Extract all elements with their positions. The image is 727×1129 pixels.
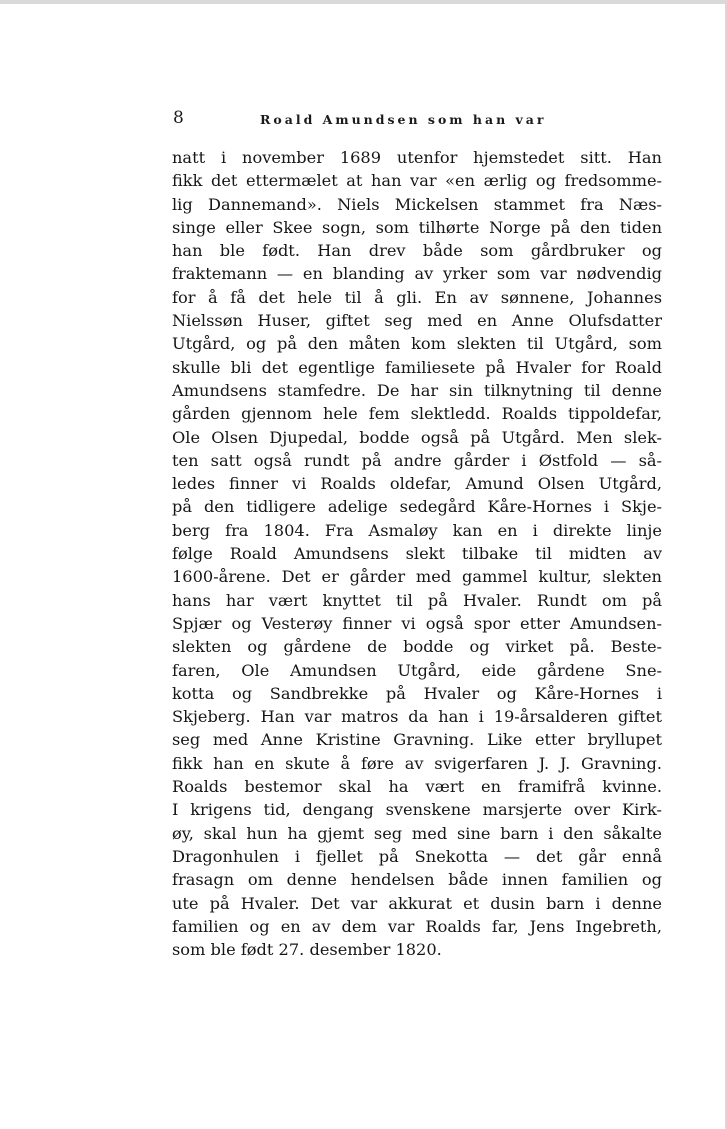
running-head — [173, 108, 653, 132]
running-title: Roald Amundsen som han var — [260, 112, 547, 127]
text-line: gården gjennom hele fem slektledd. Roalds tippoldefar, — [172, 404, 662, 424]
text-line: fikk det ettermælet at han var «en ærlig og fredsomme- — [172, 171, 662, 191]
text-line: Utgård, og på den måten kom slekten til Utgård, som — [172, 334, 662, 354]
text-line: hans har vært knyttet til på Hvaler. Rundt om på — [172, 590, 662, 610]
text-line: slekten og gårdene de bodde og virket på. Beste- — [172, 637, 662, 657]
text-line: fikk han en skute å føre av svigerfaren J. J. Gravning. — [172, 753, 662, 773]
text-line: natt i november 1689 utenfor hjemstedet sitt. Han — [172, 148, 662, 167]
text-line: ute på Hvaler. Det var akkurat et dusin barn i denne — [172, 893, 662, 913]
text-line: Ole Olsen Djupedal, bodde også på Utgård. Men slek- — [172, 427, 662, 447]
text-line: Nielssøn Huser, giftet seg med en Anne Olufsdatter — [172, 311, 662, 331]
text-line: Roalds bestemor skal ha vært en framifrå kvinne. — [172, 777, 662, 797]
text-line-last: som ble født 27. desember 1820. — [172, 940, 442, 960]
page-top-edge — [0, 0, 727, 4]
text-line: ten satt også rundt på andre gårder i Østfold — så- — [172, 450, 662, 470]
body-text — [172, 146, 662, 961]
text-line: fraktemann — en blanding av yrker som var nødvendig — [172, 264, 662, 284]
text-line: berg fra 1804. Fra Asmaløy kan en i direkte linje — [172, 520, 662, 540]
text-line: faren, Ole Amundsen Utgård, eide gårdene Sne- — [172, 660, 662, 680]
text-line: kotta og Sandbrekke på Hvaler og Kåre-Hornes i — [172, 683, 662, 703]
text-line: for å få det hele til å gli. En av sønnene, Johannes — [172, 287, 662, 307]
text-line: familien og en av dem var Roalds far, Jens Ingebreth, — [172, 916, 662, 936]
page-number: 8 — [173, 108, 184, 128]
text-line: Dragonhulen i fjellet på Snekotta — det går ennå — [172, 846, 662, 866]
text-line: på den tidligere adelige sedegård Kåre-Hornes i Skje- — [172, 497, 662, 517]
text-line: øy, skal hun ha gjemt seg med sine barn i den såkalte — [172, 823, 662, 843]
text-line: Spjær og Vesterøy finner vi også spor etter Amundsen- — [172, 613, 662, 633]
text-line: I krigens tid, dengang svenskene marsjerte over Kirk- — [172, 800, 662, 820]
text-line: lig Dannemand». Niels Mickelsen stammet fra Næs- — [172, 194, 662, 214]
text-line: seg med Anne Kristine Gravning. Like etter bryllupet — [172, 730, 662, 750]
text-line: skulle bli det egentlige familiesete på Hvaler for Roald — [172, 357, 662, 377]
text-line: frasagn om denne hendelsen både innen familien og — [172, 870, 662, 890]
text-line: følge Roald Amundsens slekt tilbake til midten av — [172, 544, 662, 564]
text-line: singe eller Skee sogn, som tilhørte Norge på den tiden — [172, 217, 662, 237]
text-line: han ble født. Han drev både som gårdbruker og — [172, 241, 662, 261]
text-line: Skjeberg. Han var matros da han i 19-årsalderen giftet — [172, 707, 662, 727]
text-line: Amundsens stamfedre. De har sin tilknytning til denne — [172, 380, 662, 400]
text-line: ledes finner vi Roalds oldefar, Amund Olsen Utgård, — [172, 474, 662, 494]
text-line: 1600-årene. Det er gårder med gammel kultur, slekten — [172, 567, 662, 587]
